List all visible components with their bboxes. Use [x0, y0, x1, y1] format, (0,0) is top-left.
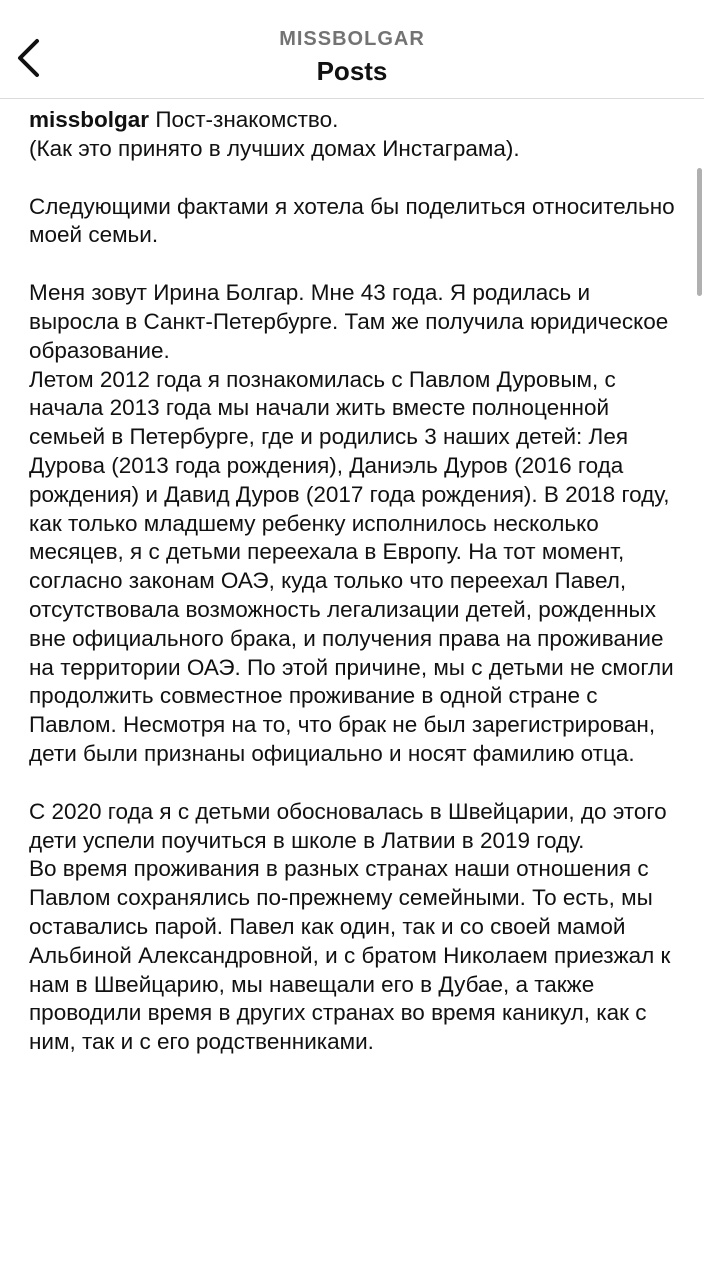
- caption-line: Меня зовут Ирина Болгар. Мне 43 года. Я родилась и выросла в Санкт-Петербурге. Там же получила юридическое образование.: [29, 280, 669, 363]
- top-nav-bar: [0, 0, 704, 99]
- caption-line: С 2020 года я с детьми обосновалась в Швейцарии, до этого дети успели поучиться в школе в Латвии в 2019 году.: [29, 798, 667, 853]
- post-caption-container: [29, 106, 677, 1057]
- post-username[interactable]: missbolgar: [29, 107, 150, 132]
- caption-line: Летом 2012 года я познакомилась с Павлом Дуровым, с начала 2013 года мы начали жить вместе полноценной семьей в Петербурге, где и родились 3 наших детей: Лея Дурова (2013 года рождения), Даниэль Дуров (2016 года рождения) и Давид Дуров (2017 года рождения). В 2018 году, как только младшему ребенку исполнилось несколько месяцев, я с детьми переехала в Европу. На тот момент, согласно законам ОАЭ, куда только что переехал Павел, отсутствовала возможность легализации детей, рожденных вне официального брака, и получения права на проживание на территории ОАЭ. По этой причине, мы с детьми не смогли продолжить совместное проживание в одной стране с Павлом. Несмотря на то, что брак не был зарегистрирован, дети были признаны официально и носят фамилию отца.: [29, 366, 674, 766]
- page-title: Posts: [316, 56, 388, 86]
- paragraph-gap: [29, 164, 677, 193]
- caption-line: Следующими фактами я хотела бы поделиться относительно моей семьи.: [29, 193, 675, 248]
- paragraph-gap: [29, 250, 677, 279]
- header-titles: [0, 27, 704, 89]
- account-name[interactable]: MISSBOLGAR: [279, 28, 425, 50]
- caption-text: Пост-знакомство.: [155, 107, 339, 132]
- post-caption: [29, 106, 677, 1057]
- scrollbar[interactable]: [697, 168, 702, 296]
- paragraph-gap: [29, 769, 677, 798]
- caption-line: Во время проживания в разных странах наши отношения с Павлом сохранялись по-прежнему семейными. То есть, мы оставались парой. Павел как один, так и со своей мамой Альбиной Александровной, и с братом Николаем приезжал к нам в Швейцарию, мы навещали его в Дубае, а также проводили время в других странах во время каникул, как с ним, так и с его родственниками.: [29, 856, 671, 1055]
- caption-line: [29, 106, 677, 135]
- caption-line: (Как это принято в лучших домах Инстаграма).: [29, 135, 520, 161]
